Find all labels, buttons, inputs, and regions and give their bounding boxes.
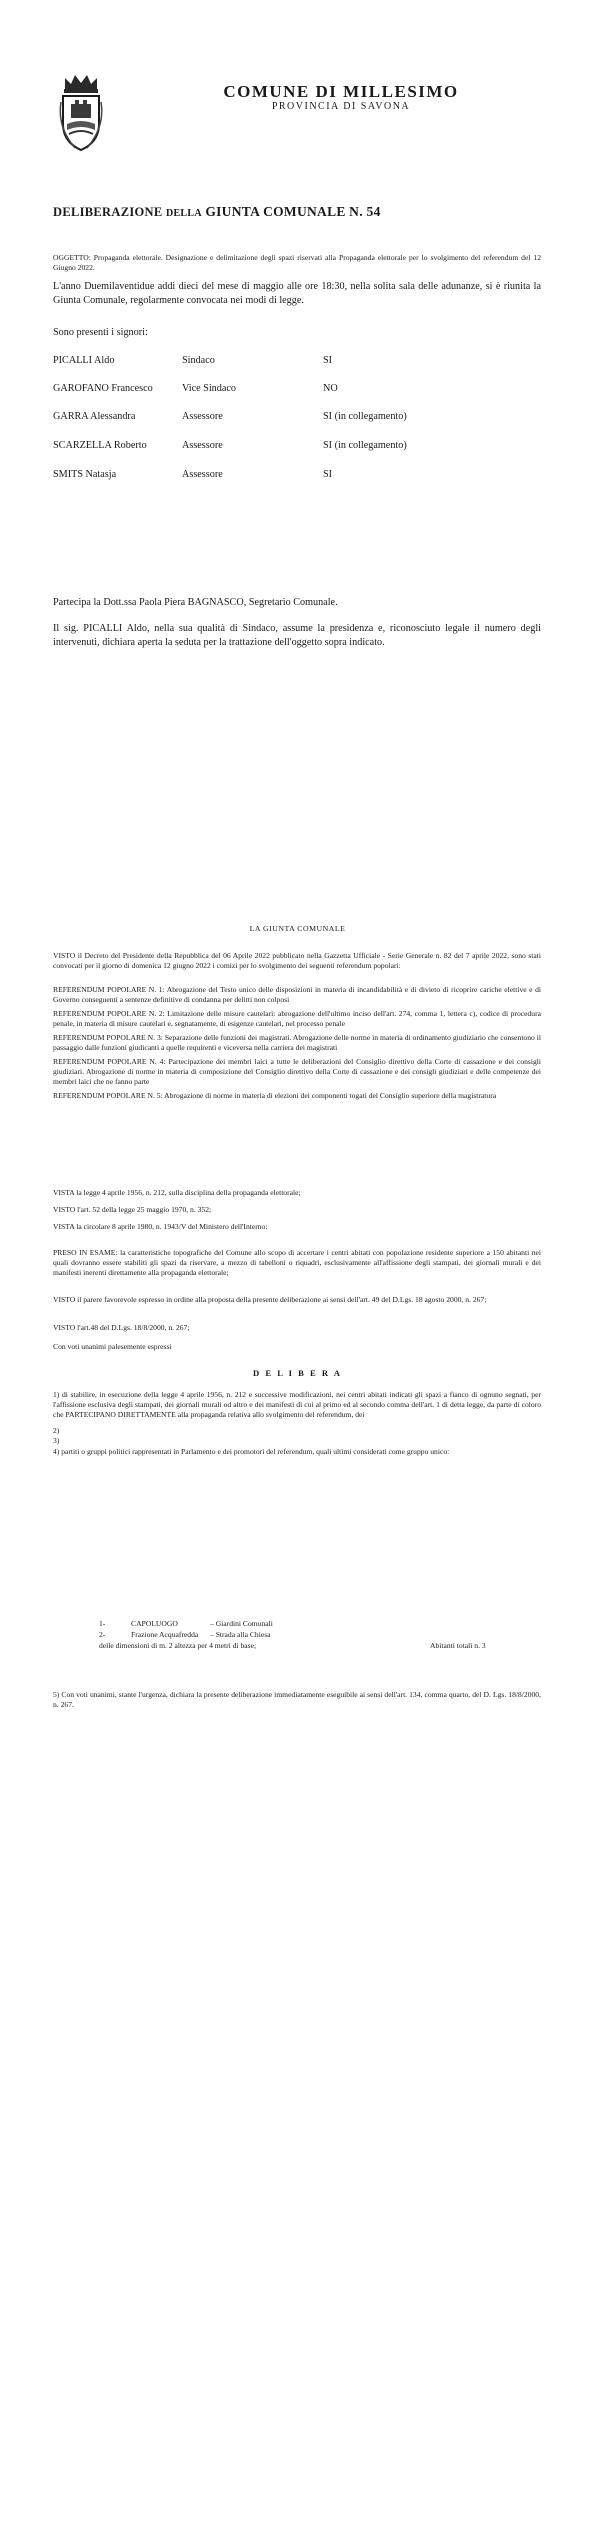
attendee-row	[0, 411, 595, 425]
location-name: Frazione Acquafredda	[131, 1630, 199, 1639]
location-dimensions: delle dimensioni di m. 2 altezza per 4 metri di base;	[99, 1641, 257, 1650]
preso-in-esame: PRESO IN ESAME: la caratteristiche topografiche del Comune allo scopo di accertare i centri abitati con popolazione residente superiore a 150 abitanti nei quali dovranno essere stabiliti gli spazi da riservare, a mezzo di tabelloni o riquadri, esclusivamente all'affissione degli stampati, dei giornali murali e dei manifesti inerenti direttamente alla propaganda elettorale;	[53, 1248, 541, 1277]
presidenza-text: Il sig. PICALLI Aldo, nella sua qualità di Sindaco, assume la presidenza e, riconosciuto legale il numero degli intervenuti, dichiara aperta la seduta per la trattazione dell'oggetto sopra indicato.	[53, 623, 541, 648]
comune-heading: COMUNE DI MILLESIMO	[223, 82, 459, 101]
attendee-role: Vice Sindaco	[182, 383, 236, 394]
location-number: 2-	[99, 1630, 106, 1639]
location-place: – Giardini Comunali	[210, 1619, 273, 1628]
attendee-name: GAROFANO Francesco	[53, 383, 153, 394]
attendee-row	[0, 355, 595, 369]
presenti-label: Sono presenti i signori:	[53, 327, 148, 338]
deliberation-title	[53, 204, 381, 220]
oggetto-text: OGGETTO: Propaganda elettorale. Designazione e delimitazione degli spazi riservati alla Propaganda elettorale per lo svolgimento del referendum del 12 Giugno 2022.	[53, 253, 541, 272]
segretario-text: Partecipa la Dott.ssa Paola Piera BAGNASCO, Segretario Comunale.	[53, 597, 338, 608]
attendee-present: SI (in collegamento)	[323, 411, 407, 422]
attendee-name: PICALLI Aldo	[53, 355, 115, 366]
provincia-heading: PROVINCIA DI SAVONA	[271, 101, 411, 112]
attendee-present: NO	[323, 383, 338, 394]
referendum-item: REFERENDUM POPOLARE N. 3: Separazione delle funzioni dei magistrati. Abrogazione delle norme in materia di ordinamento giudiziario che consentono il passaggio dalle funzioni giudicanti a quelle requirenti e viceversa nella carriera dei magistrati	[53, 1033, 541, 1052]
intro-text: L'anno Duemilaventidue addì dieci del mese di maggio alle ore 18:30, nella solita sala delle adunanze, si è riunita la Giunta Comunale, regolarmente convocata nei modi di legge.	[53, 281, 541, 306]
title-della: DELLA	[165, 208, 202, 219]
referendum-item: REFERENDUM POPOLARE N. 5: Abrogazione di norme in materia di elezioni dei componenti togati del Consiglio superiore della magistratura	[53, 1091, 497, 1100]
voti-text: Con voti unanimi palesemente espressi	[53, 1342, 172, 1351]
referendum-list	[53, 985, 541, 1105]
attendee-present: SI (in collegamento)	[323, 440, 407, 451]
attendee-role: Assessore	[182, 440, 223, 451]
attendee-role: Assessore	[182, 469, 223, 480]
location-name: CAPOLUOGO	[131, 1619, 178, 1628]
attendee-role: Assessore	[182, 411, 223, 422]
attendee-present: SI	[323, 469, 333, 480]
point-2: 2)	[53, 1426, 60, 1435]
abitanti-total: Abitanti totali n. 3	[430, 1641, 486, 1650]
attendee-name: GARRA Alessandra	[53, 411, 136, 422]
visto-decreto: VISTO il Decreto del Presidente della Repubblica del 06 Aprile 2022 pubblicato nella Gazzetta Ufficiale - Serie Generale n. 82 del 7 aprile 2022, sono stati convocati per il giorno di domenica 12 giugno 2022 i comizi per lo svolgimento dei seguenti referendum popolari:	[53, 951, 541, 970]
referendum-item: REFERENDUM POPOLARE N. 4: Partecipazione dei membri laici a tutte le deliberazioni del Consiglio direttivo della Corte di cassazione e dei consigli giudiziari. Abrogazione di norme in materia di composizione del Consiglio direttivo della Corte di cassazione e dei consigli giudiziari e delle competenze dei membri laici che ne fanno parte	[53, 1057, 541, 1086]
attendee-row	[0, 383, 595, 397]
giunta-heading: LA GIUNTA COMUNALE	[249, 924, 346, 933]
referendum-item: REFERENDUM POPOLARE N. 2: Limitazione delle misure cautelari: abrogazione dell'ultimo inciso dell'art. 274, comma 1, lettera c), codice di procedura penale, in materia di misure cautelari e, segnatamente, di esigenze cautelari, nel processo penale	[53, 1009, 541, 1028]
title-main: GIUNTA COMUNALE	[205, 204, 346, 219]
point-3: 3)	[53, 1436, 60, 1445]
point-1: 1) di stabilire, in esecuzione della legge 4 aprile 1956, n. 212 e successive modificazioni, nei centri abitati indicati gli spazi a fianco di ognuno segnati, per l'affissione esclusiva degli stampati, dei giornali murali od altro e dei manifesti di cui al primo ed al secondo comma dell'art. 1 di detta legge, da parte di coloro che PARTECIPANO DIRETTAMENTE alla propaganda relativa allo svolgimento del referendum, dei	[53, 1390, 541, 1419]
attendee-name: SCARZELLA Roberto	[53, 440, 147, 451]
location-number: 1-	[99, 1619, 106, 1628]
delibera-heading: D E L I B E R A	[253, 1368, 342, 1378]
point-5: 5) Con voti unanimi, stante l'urgenza, dichiara la presente deliberazione immediatamente eseguibile ai sensi dell'art. 134, comma quarto, del D. Lgs. 18/8/2000, n. 267.	[53, 1690, 541, 1709]
vista-circolare: VISTA la circolare 8 aprile 1980, n. 1943/V del Ministero dell'Interno:	[53, 1222, 268, 1231]
attendee-row	[0, 469, 595, 483]
parere-text: VISTO il parere favorevole espresso in ordine alla proposta della presente deliberazione ai sensi dell'art. 49 del D.Lgs. 18 agosto 2000, n. 267;	[53, 1295, 487, 1304]
title-number: N. 54	[349, 204, 381, 219]
attendee-role: Sindaco	[182, 355, 215, 366]
attendee-row	[0, 440, 595, 454]
referendum-item: REFERENDUM POPOLARE N. 1: Abrogazione del Testo unico delle disposizioni in materia di incandidabilità e di divieto di ricoprire cariche elettive e di Governo conseguenti a sentenze definitive di condanna per delitti non colposi	[53, 985, 541, 1004]
visto-legge-1970: VISTO l'art. 52 della legge 25 maggio 1970, n. 352;	[53, 1205, 212, 1214]
location-place: – Strada alla Chiesa	[210, 1630, 271, 1639]
point-4: 4) partiti o gruppi politici rappresentati in Parlamento e dei promotori del referendum, quali ultimi considerati come gruppo unico:	[53, 1447, 450, 1456]
visto-legge-1956: VISTA la legge 4 aprile 1956, n. 212, sulla disciplina della propaganda elettorale;	[53, 1188, 301, 1197]
visto-art48: VISTO l'art.48 del D.Lgs. 18/8/2000, n. 267;	[53, 1323, 190, 1332]
attendee-present: SI	[323, 355, 333, 366]
attendee-name: SMITS Natasja	[53, 469, 117, 480]
title-prefix: DELIBERAZIONE	[53, 205, 163, 219]
coat-of-arms-icon	[57, 72, 105, 154]
